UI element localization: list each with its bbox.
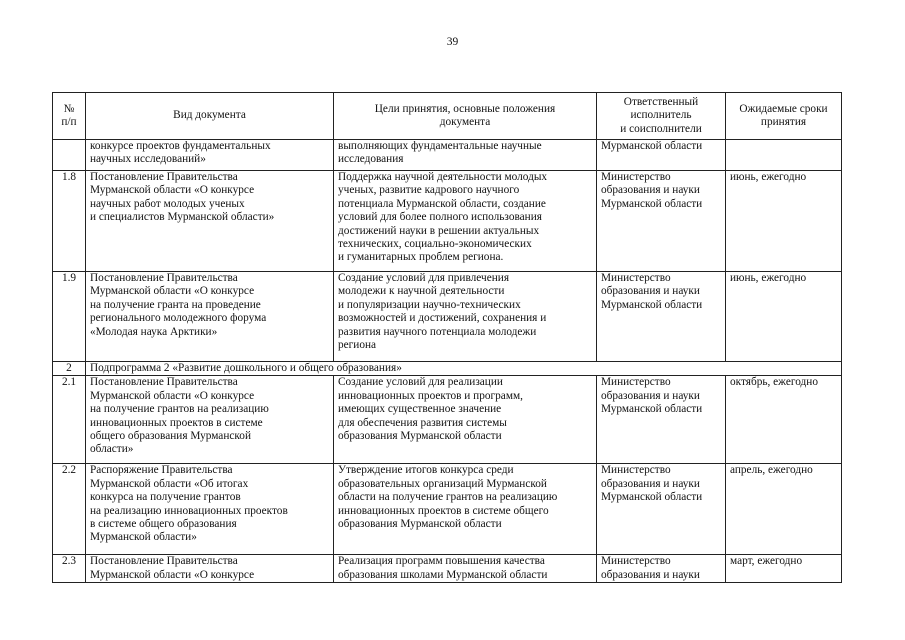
doc-type-cell: Постановление Правительства Мурманской области «О конкурсе на получение гранта на проведение регионального молодежного форума «Молодая наука Арктики» — [86, 272, 334, 362]
goals-cell: Поддержка научной деятельности молодых ученых, развитие кадрового научного потенциала Мурманской области, создание условий для более полного использования достижений науки в решении актуальных технических, социально-экономических и гуманитарных проблем региона. — [334, 171, 597, 272]
goals-cell: выполняющих фундаментальные научные исследования — [334, 140, 597, 171]
deadline-cell — [726, 140, 842, 171]
section-title: Подпрограмма 2 «Развитие дошкольного и общего образования» — [86, 362, 842, 376]
deadline-cell: апрель, ежегодно — [726, 464, 842, 555]
deadline-cell: июнь, ежегодно — [726, 171, 842, 272]
header-responsible: Ответственный исполнитель и соисполнители — [597, 93, 726, 140]
goals-cell: Создание условий для привлечения молодежи к научной деятельности и популяризации научно-технических возможностей и достижений, сохранения и развития научного потенциала молодежи региона — [334, 272, 597, 362]
table-row — [53, 376, 842, 464]
header-doc-type: Вид документа — [86, 93, 334, 140]
row-num — [53, 140, 86, 171]
doc-type-cell: Постановление Правительства Мурманской области «О конкурсе научных работ молодых ученых и специалистов Мурманской области» — [86, 171, 334, 272]
deadline-cell: июнь, ежегодно — [726, 272, 842, 362]
table-row — [53, 140, 842, 171]
table-row — [53, 555, 842, 583]
doc-type-cell: конкурсе проектов фундаментальных научных исследований» — [86, 140, 334, 171]
goals-cell: Утверждение итогов конкурса среди образовательных организаций Мурманской области на получение грантов на реализацию инновационных проектов в системе общего образования Мурманской области — [334, 464, 597, 555]
responsible-cell: Министерство образования и науки Мурманской области — [597, 272, 726, 362]
table-row — [53, 272, 842, 362]
goals-cell: Реализация программ повышения качества образования школами Мурманской области — [334, 555, 597, 583]
section-row — [53, 362, 842, 376]
row-num: 1.9 — [53, 272, 86, 362]
header-goals: Цели принятия, основные положения документа — [334, 93, 597, 140]
doc-type-cell: Постановление Правительства Мурманской области «О конкурсе — [86, 555, 334, 583]
page-number: 39 — [446, 36, 459, 48]
row-num: 2.3 — [53, 555, 86, 583]
responsible-cell: Мурманской области — [597, 140, 726, 171]
header-num: № п/п — [53, 93, 86, 140]
doc-type-cell: Распоряжение Правительства Мурманской области «Об итогах конкурса на получение грантов на реализацию инновационных проектов в системе общего образования Мурманской области» — [86, 464, 334, 555]
responsible-cell: Министерство образования и науки Мурманской области — [597, 171, 726, 272]
table-header-row — [53, 93, 842, 140]
row-num: 2.2 — [53, 464, 86, 555]
row-num: 1.8 — [53, 171, 86, 272]
deadline-cell: март, ежегодно — [726, 555, 842, 583]
row-num: 2.1 — [53, 376, 86, 464]
responsible-cell: Министерство образования и науки — [597, 555, 726, 583]
responsible-cell: Министерство образования и науки Мурманской области — [597, 464, 726, 555]
table-row — [53, 171, 842, 272]
table-row — [53, 464, 842, 555]
responsible-cell: Министерство образования и науки Мурманской области — [597, 376, 726, 464]
header-deadline: Ожидаемые сроки принятия — [726, 93, 842, 140]
doc-type-cell: Постановление Правительства Мурманской области «О конкурсе на получение грантов на реализацию инновационных проектов в системе общего образования Мурманской области» — [86, 376, 334, 464]
goals-cell: Создание условий для реализации инновационных проектов и программ, имеющих существенное значение для обеспечения развития системы образования Мурманской области — [334, 376, 597, 464]
section-num: 2 — [53, 362, 86, 376]
documents-table — [52, 92, 842, 583]
deadline-cell: октябрь, ежегодно — [726, 376, 842, 464]
